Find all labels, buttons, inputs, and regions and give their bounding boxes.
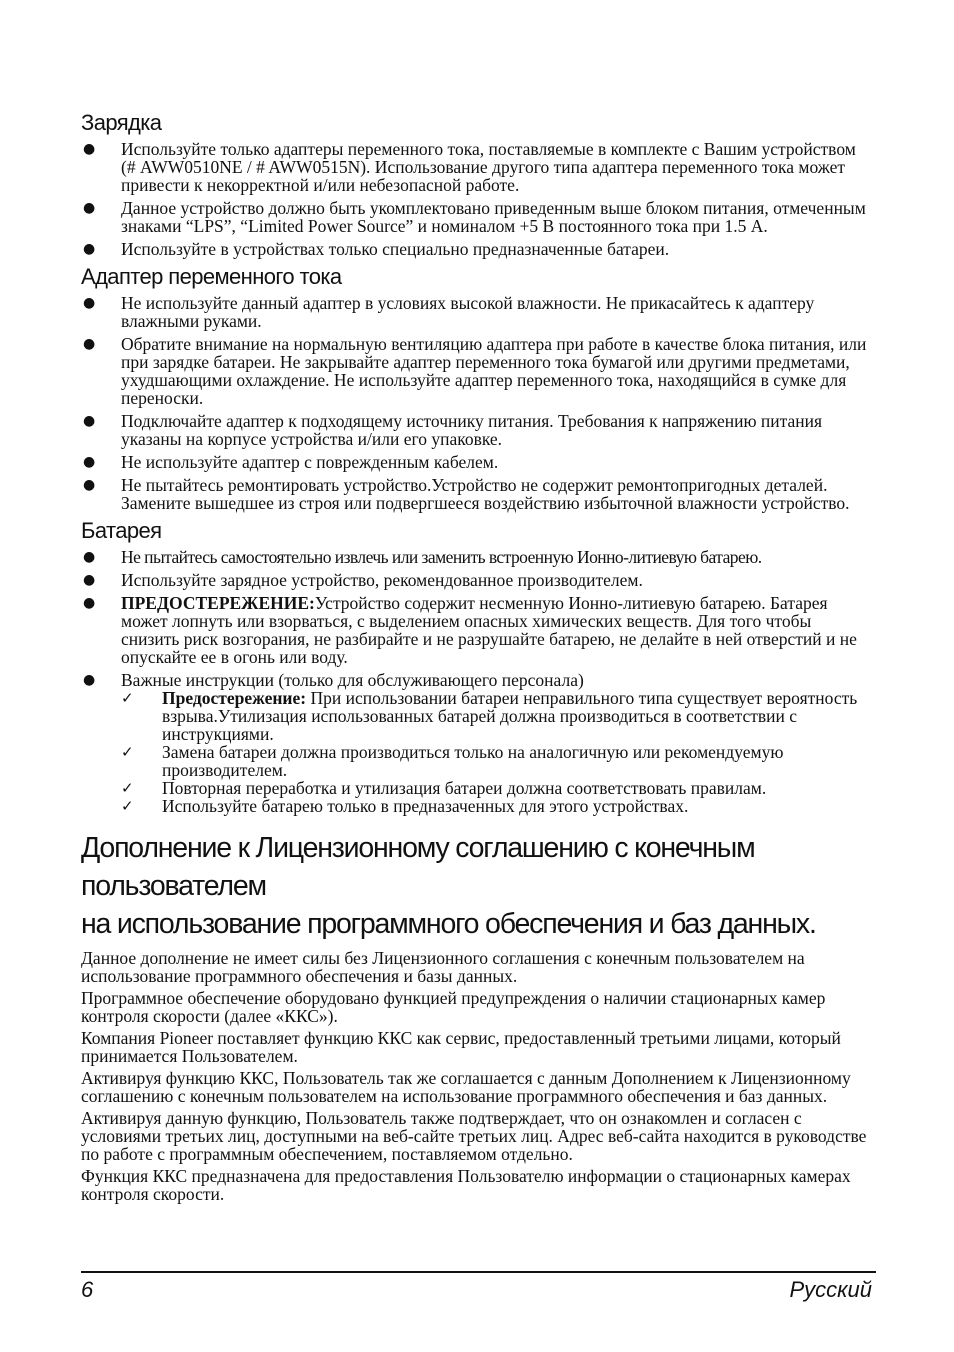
list-item-text: Используйте только адаптеры переменного тока, поставляемые в комплекте с Вашим устройством (# AWW0510NE / # AWW0515N). Использование другого типа адаптера переменного тока может привести к некорректной и/или небезопасной работе. [121, 139, 856, 195]
battery-list [81, 548, 873, 815]
section-title-charging: Зарядка [81, 110, 162, 135]
list-item [81, 671, 873, 815]
list-item-text [121, 594, 873, 666]
list-item [81, 335, 873, 407]
list-item-text: Обратите внимание на нормальную вентиляцию адаптера при работе в качестве блока питания, или при зарядке батареи. Не закрывайте адаптер переменного тока бумагой или другими предметами, ухудшающими охлаждение. Не используйте адаптер переменного тока, находящийся в сумке для переноски. [121, 334, 867, 408]
footer-language: Русский [789, 1277, 872, 1302]
check-item [121, 779, 873, 797]
bullet-icon: ● [83, 454, 96, 470]
check-item-text: Замена батареи должна производиться только на аналогичную или рекомендуемую производителем. [162, 742, 784, 780]
bullet-icon: ● [83, 200, 96, 216]
section-battery [81, 518, 873, 815]
caution-label: Предостережение: [162, 688, 307, 708]
license-title [81, 829, 873, 943]
list-item-text: Не используйте данный адаптер в условиях высокой влажности. Не прикасайтесь к адаптеру влажными руками. [121, 293, 815, 331]
list-item-text: Подключайте адаптер к подходящему источнику питания. Требования к напряжению питания указаны на корпусе устройства и/или его упаковке. [121, 411, 823, 449]
paragraph: Активируя данную функцию, Пользователь также подтверждает, что он ознакомлен и согласен с условиями третьих лиц, доступными на веб-сайте третьих лиц. Адрес веб-сайта находится в руководстве по работе с программным обеспечением, поставляемом отдельно. [81, 1108, 867, 1164]
list-item-text: Используйте в устройствах только специально предназначенные батареи. [121, 239, 670, 259]
page-number: 6 [81, 1277, 94, 1302]
bullet-icon: ● [83, 336, 96, 352]
list-item [81, 476, 873, 512]
checkmark-icon: ✓ [121, 779, 134, 797]
bullet-icon: ● [83, 413, 96, 429]
section-adapter [81, 264, 873, 512]
checkmark-icon: ✓ [121, 689, 134, 707]
list-item [81, 294, 873, 330]
list-item-text: Важные инструкции (только для обслуживающего персонала) [121, 670, 584, 690]
bullet-icon: ● [83, 595, 96, 611]
list-item [81, 594, 873, 666]
list-item [81, 412, 873, 448]
bullet-icon: ● [83, 549, 96, 565]
charging-list [81, 140, 873, 258]
list-item [81, 453, 873, 471]
list-item-text: Не пытайтесь самостоятельно извлечь или заменить встроенную Ионно-литиевую батарею. [121, 547, 762, 567]
bullet-icon: ● [83, 141, 96, 157]
paragraph: Компания Pioneer поставляет функцию ККС как сервис, предоставленный третьими лицами, который принимается Пользователем. [81, 1028, 841, 1066]
list-item-text: Используйте зарядное устройство, рекомендованное производителем. [121, 570, 643, 590]
list-item [81, 140, 873, 194]
list-item [81, 548, 873, 566]
checkmark-icon: ✓ [121, 743, 134, 761]
check-item-text: Используйте батарею только в предназаченных для этого устройствах. [162, 796, 689, 816]
check-item [121, 689, 873, 743]
section-charging [81, 110, 873, 258]
bullet-icon: ● [83, 241, 96, 257]
list-item [81, 571, 873, 589]
check-item [121, 797, 873, 815]
paragraph: Активируя функцию ККС, Пользователь так же соглашается с данным Дополнением к Лицензионному соглашению с конечным пользователем на использование программного обеспечения и баз данных. [81, 1068, 851, 1106]
check-item [121, 743, 873, 779]
section-title-adapter: Адаптер переменного тока [81, 264, 342, 289]
license-title-line-1: Дополнение к Лицензионному соглашению с конечным пользователем [81, 832, 755, 902]
section-title-battery: Батарея [81, 518, 162, 543]
footer-divider [81, 1271, 876, 1273]
paragraph: Программное обеспечение оборудовано функцией предупреждения о наличии стационарных камер контроля скорости (далее «ККС»). [81, 988, 826, 1026]
adapter-list [81, 294, 873, 512]
document-page [81, 110, 873, 1209]
list-item-text: Не пытайтесь ремонтировать устройство.Устройство не содержит ремонтопригодных деталей. Замените вышедшее из строя или подвергшееся воздействию избыточной влажности устройство. [121, 475, 850, 513]
check-item-text [162, 689, 873, 743]
bullet-icon: ● [83, 477, 96, 493]
bullet-icon: ● [83, 672, 96, 688]
check-item-text: Повторная переработка и утилизация батареи должна соответствовать правилам. [162, 778, 767, 798]
list-item-text: Данное устройство должно быть укомплектовано приведенным выше блоком питания, отмеченным знаками “LPS”, “Limited Power Source” и номиналом +5 В постоянного тока при 1.5 А. [121, 198, 866, 236]
license-title-line-2: на использование программного обеспечения и баз данных. [81, 908, 816, 940]
section-license [81, 829, 873, 1203]
paragraph: Данное дополнение не имеет силы без Лицензионного соглашения с конечным пользователем на использование программного обеспечения и базы данных. [81, 948, 805, 986]
list-item [81, 240, 873, 258]
list-item [81, 199, 873, 235]
list-item-text: Не используйте адаптер с поврежденным кабелем. [121, 452, 499, 472]
checkmark-icon: ✓ [121, 797, 134, 815]
bullet-icon: ● [83, 295, 96, 311]
warning-text: Устройство содержит несменную Ионно-литиевую батарею. Батарея может лопнуть или взорваться, с выделением опасных химических веществ. Для того чтобы снизить риск возгорания, не разбирайте и не разрушайте батарею, не делайте в ней отверстий и не опускайте ее в огонь или воду. [121, 593, 857, 667]
caution-text: При использовании батареи неправильного типа существует вероятность взрыва.Утилизация использованных батарей должна производиться в соответствии с инструкциями. [162, 688, 858, 744]
paragraph: Функция ККС предназначена для предоставления Пользователю информации о стационарных камерах контроля скорости. [81, 1166, 851, 1204]
service-instructions-list [121, 689, 873, 815]
bullet-icon: ● [83, 572, 96, 588]
warning-label: ПРЕДОСТЕРЕЖЕНИЕ: [121, 593, 315, 613]
